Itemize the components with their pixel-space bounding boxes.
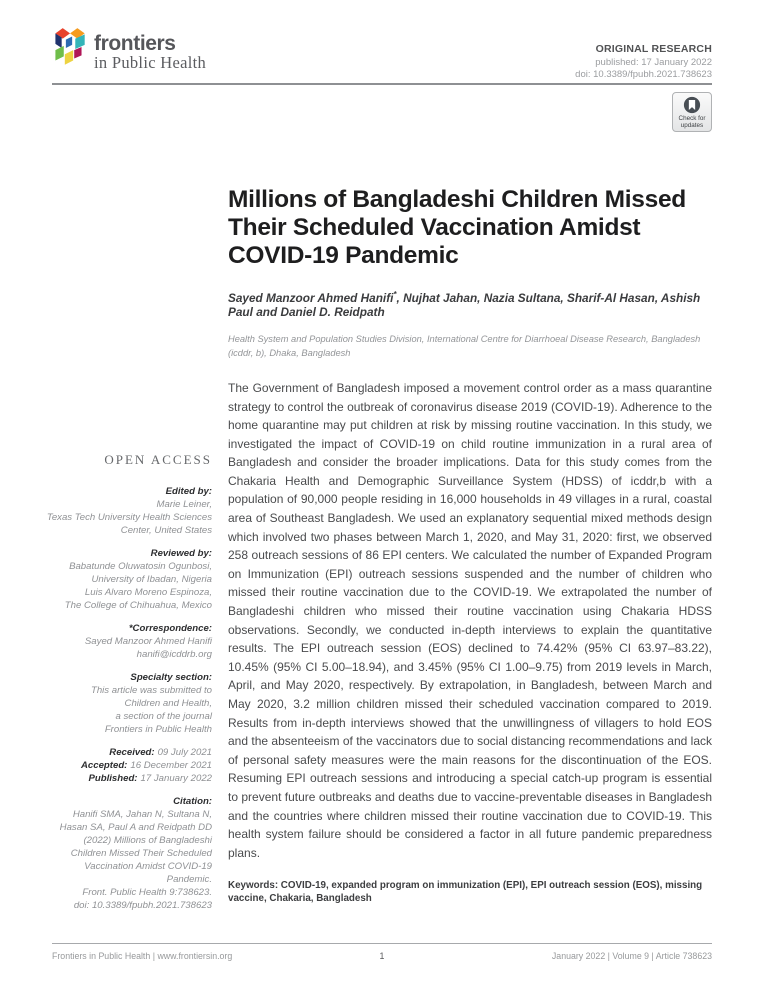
- citation-line: Hasan SA, Paul A and Reidpath DD: [59, 822, 212, 833]
- specialty-line: Frontiers in Public Health: [104, 724, 212, 735]
- editor-affiliation: Center, United States: [120, 525, 212, 536]
- correspondence-section: [24, 622, 212, 661]
- reviewer-affiliation: University of Ibadan, Nigeria: [91, 574, 212, 585]
- author-name: Sayed Manzoor Ahmed Hanifi: [228, 290, 394, 305]
- published-date: Published: 17 January 2022: [88, 773, 212, 784]
- author-list: [228, 288, 712, 320]
- page-footer: [52, 951, 712, 961]
- author-names-rest: , Nujhat Jahan, Nazia Sultana, Sharif-Al Hasan, Ashish Paul and Daniel D. Reidpath: [228, 290, 701, 320]
- citation-line: Front. Public Health 9:738623.: [82, 887, 212, 898]
- badge-label: Check for updates: [678, 115, 706, 129]
- doi-line: doi: 10.3389/fpubh.2021.738623: [575, 68, 712, 80]
- history-dates-section: [24, 746, 212, 785]
- citation-label: Citation:: [173, 796, 212, 807]
- footer-divider: [52, 943, 712, 944]
- editor-name: Marie Leiner,: [156, 499, 212, 510]
- specialty-line: a section of the journal: [115, 711, 212, 722]
- wordmark-frontiers: frontiers: [94, 32, 176, 55]
- specialty-line: Children and Health,: [124, 698, 212, 709]
- reviewed-by-section: [24, 547, 212, 612]
- reviewer-affiliation: The College of Chihuahua, Mexico: [64, 600, 212, 611]
- frontiers-logo: [50, 25, 206, 72]
- received-date: Received: 09 July 2021: [109, 747, 212, 758]
- citation-line: Vaccination Amidst COVID-19: [84, 861, 212, 872]
- correspondence-asterisk: *: [393, 290, 397, 299]
- keywords-line: Keywords: COVID-19, expanded program on immunization (EPI), EPI outreach session (EOS), missing vaccine, Chakaria, Bangladesh: [228, 880, 703, 904]
- reviewer-name: Luis Alvaro Moreno Espinoza,: [84, 587, 212, 598]
- footer-journal-url: Frontiers in Public Health | www.frontiersin.org: [52, 951, 233, 961]
- journal-wordmark: [94, 25, 206, 72]
- open-access-label: OPEN ACCESS: [104, 452, 212, 467]
- affiliation-line: Health System and Population Studies Division, International Centre for Diarrhoeal Disease Research, Bangladesh (icddr, b), Dhaka, Bangladesh: [228, 333, 701, 358]
- correspondence-label: *Correspondence:: [128, 623, 212, 634]
- reviewer-name: Babatunde Oluwatosin Ogunbosi,: [69, 561, 212, 572]
- correspondence-name: Sayed Manzoor Ahmed Hanifi: [84, 636, 212, 647]
- article-main-column: [228, 186, 712, 905]
- article-title: Millions of Bangladeshi Children Missed Their Scheduled Vaccination Amidst COVID-19 Pandemic: [228, 186, 686, 269]
- citation-line: (2022) Millions of Bangladeshi: [83, 835, 212, 846]
- citation-line: Hanifi SMA, Jahan N, Sultana N,: [72, 809, 212, 820]
- published-date-line: published: 17 January 2022: [595, 57, 712, 68]
- citation-line: Children Missed Their Scheduled: [70, 848, 212, 859]
- specialty-line: This article was submitted to: [90, 685, 212, 696]
- specialty-section: [24, 671, 212, 736]
- editor-affiliation: Texas Tech University Health Sciences: [46, 512, 212, 523]
- correspondence-email[interactable]: hanifi@icddrb.org: [136, 649, 212, 660]
- bookmark-icon: [683, 96, 701, 114]
- edited-by-label: Edited by:: [165, 486, 212, 497]
- reviewed-by-label: Reviewed by:: [150, 548, 212, 559]
- wordmark-journal: in Public Health: [94, 53, 207, 72]
- article-info-sidebar: [24, 452, 212, 922]
- footer-issue-info: January 2022 | Volume 9 | Article 738623: [551, 951, 712, 961]
- check-for-updates-badge[interactable]: [672, 92, 712, 132]
- specialty-section-label: Specialty section:: [130, 672, 212, 683]
- abstract-text: The Government of Bangladesh imposed a movement control order as a mass quarantine strategy to control the outbreak of coronavirus disease 2019 (COVID-19). Adherence to the home quarantine may put children at risk by missing routine vaccination. In this study, we investigated the impact of COVID-19 on child routine immunization in a rural area of Bangladesh and consider the broader implications. Data for this study comes from the Chakaria Health and Demographic Surveillance System (HDSS) of icddr,b with a population of 90,000 people residing in 16,000 households in 49 villages in a rural, coastal area of Southeast Bangladesh. We used an explanatory sequential mixed methods design which involved two phases between March 1, 2020, and May 31, 2020: first, we observed 258 outreach sessions of 86 EPI centers. We calculated the number of Expanded Program on Immunization (EPI) outreach sessions suspended and the number of children who missed their routine vaccination due to the COVID-19. We extrapolated the number of Bangladeshi children who missed their routine vaccination using Chakaria HDSS observations. Secondly, we conducted in-depth interviews to explain the quantitative results. The EPI outreach session (EOS) declined to 74.42% (95% CI 63.97–83.22), 10.45% (95% CI 5.00–18.94), and 3.45% (95% CI 1.00–9.75) from 2019 levels in March, April, and May 2020, respectively. By extrapolation, in Bangladesh, between March and May 2020, 3.2 million children missed their scheduled vaccination compared to 2019. Results from in-depth interviews showed that the unwillingness of villagers to hold EOS and the absenteeism of the vaccinators due to social distancing recommendations and lack of personal safety measures were the main reasons for the discontinuation of the EOS. Resuming EPI outreach sessions and introducing a special catch-up program is essential to prevent future outbreaks and deaths due to vaccine-preventable diseases in Bangladesh and the countries where children missed their routine vaccination due to COVID-19. This health system failure should be considered a factor in all future pandemic preparedness plans.: [228, 380, 712, 860]
- page-number: 1: [379, 951, 385, 961]
- header-divider: [52, 83, 712, 85]
- edited-by-section: [24, 485, 212, 537]
- article-type-label: ORIGINAL RESEARCH: [595, 43, 712, 55]
- accepted-date: Accepted: 16 December 2021: [81, 760, 212, 771]
- frontiers-cubes-icon: [50, 25, 88, 71]
- citation-line: doi: 10.3389/fpubh.2021.738623: [73, 900, 212, 911]
- article-meta: [575, 43, 712, 80]
- citation-line: Pandemic.: [166, 874, 212, 885]
- citation-section: [24, 795, 212, 912]
